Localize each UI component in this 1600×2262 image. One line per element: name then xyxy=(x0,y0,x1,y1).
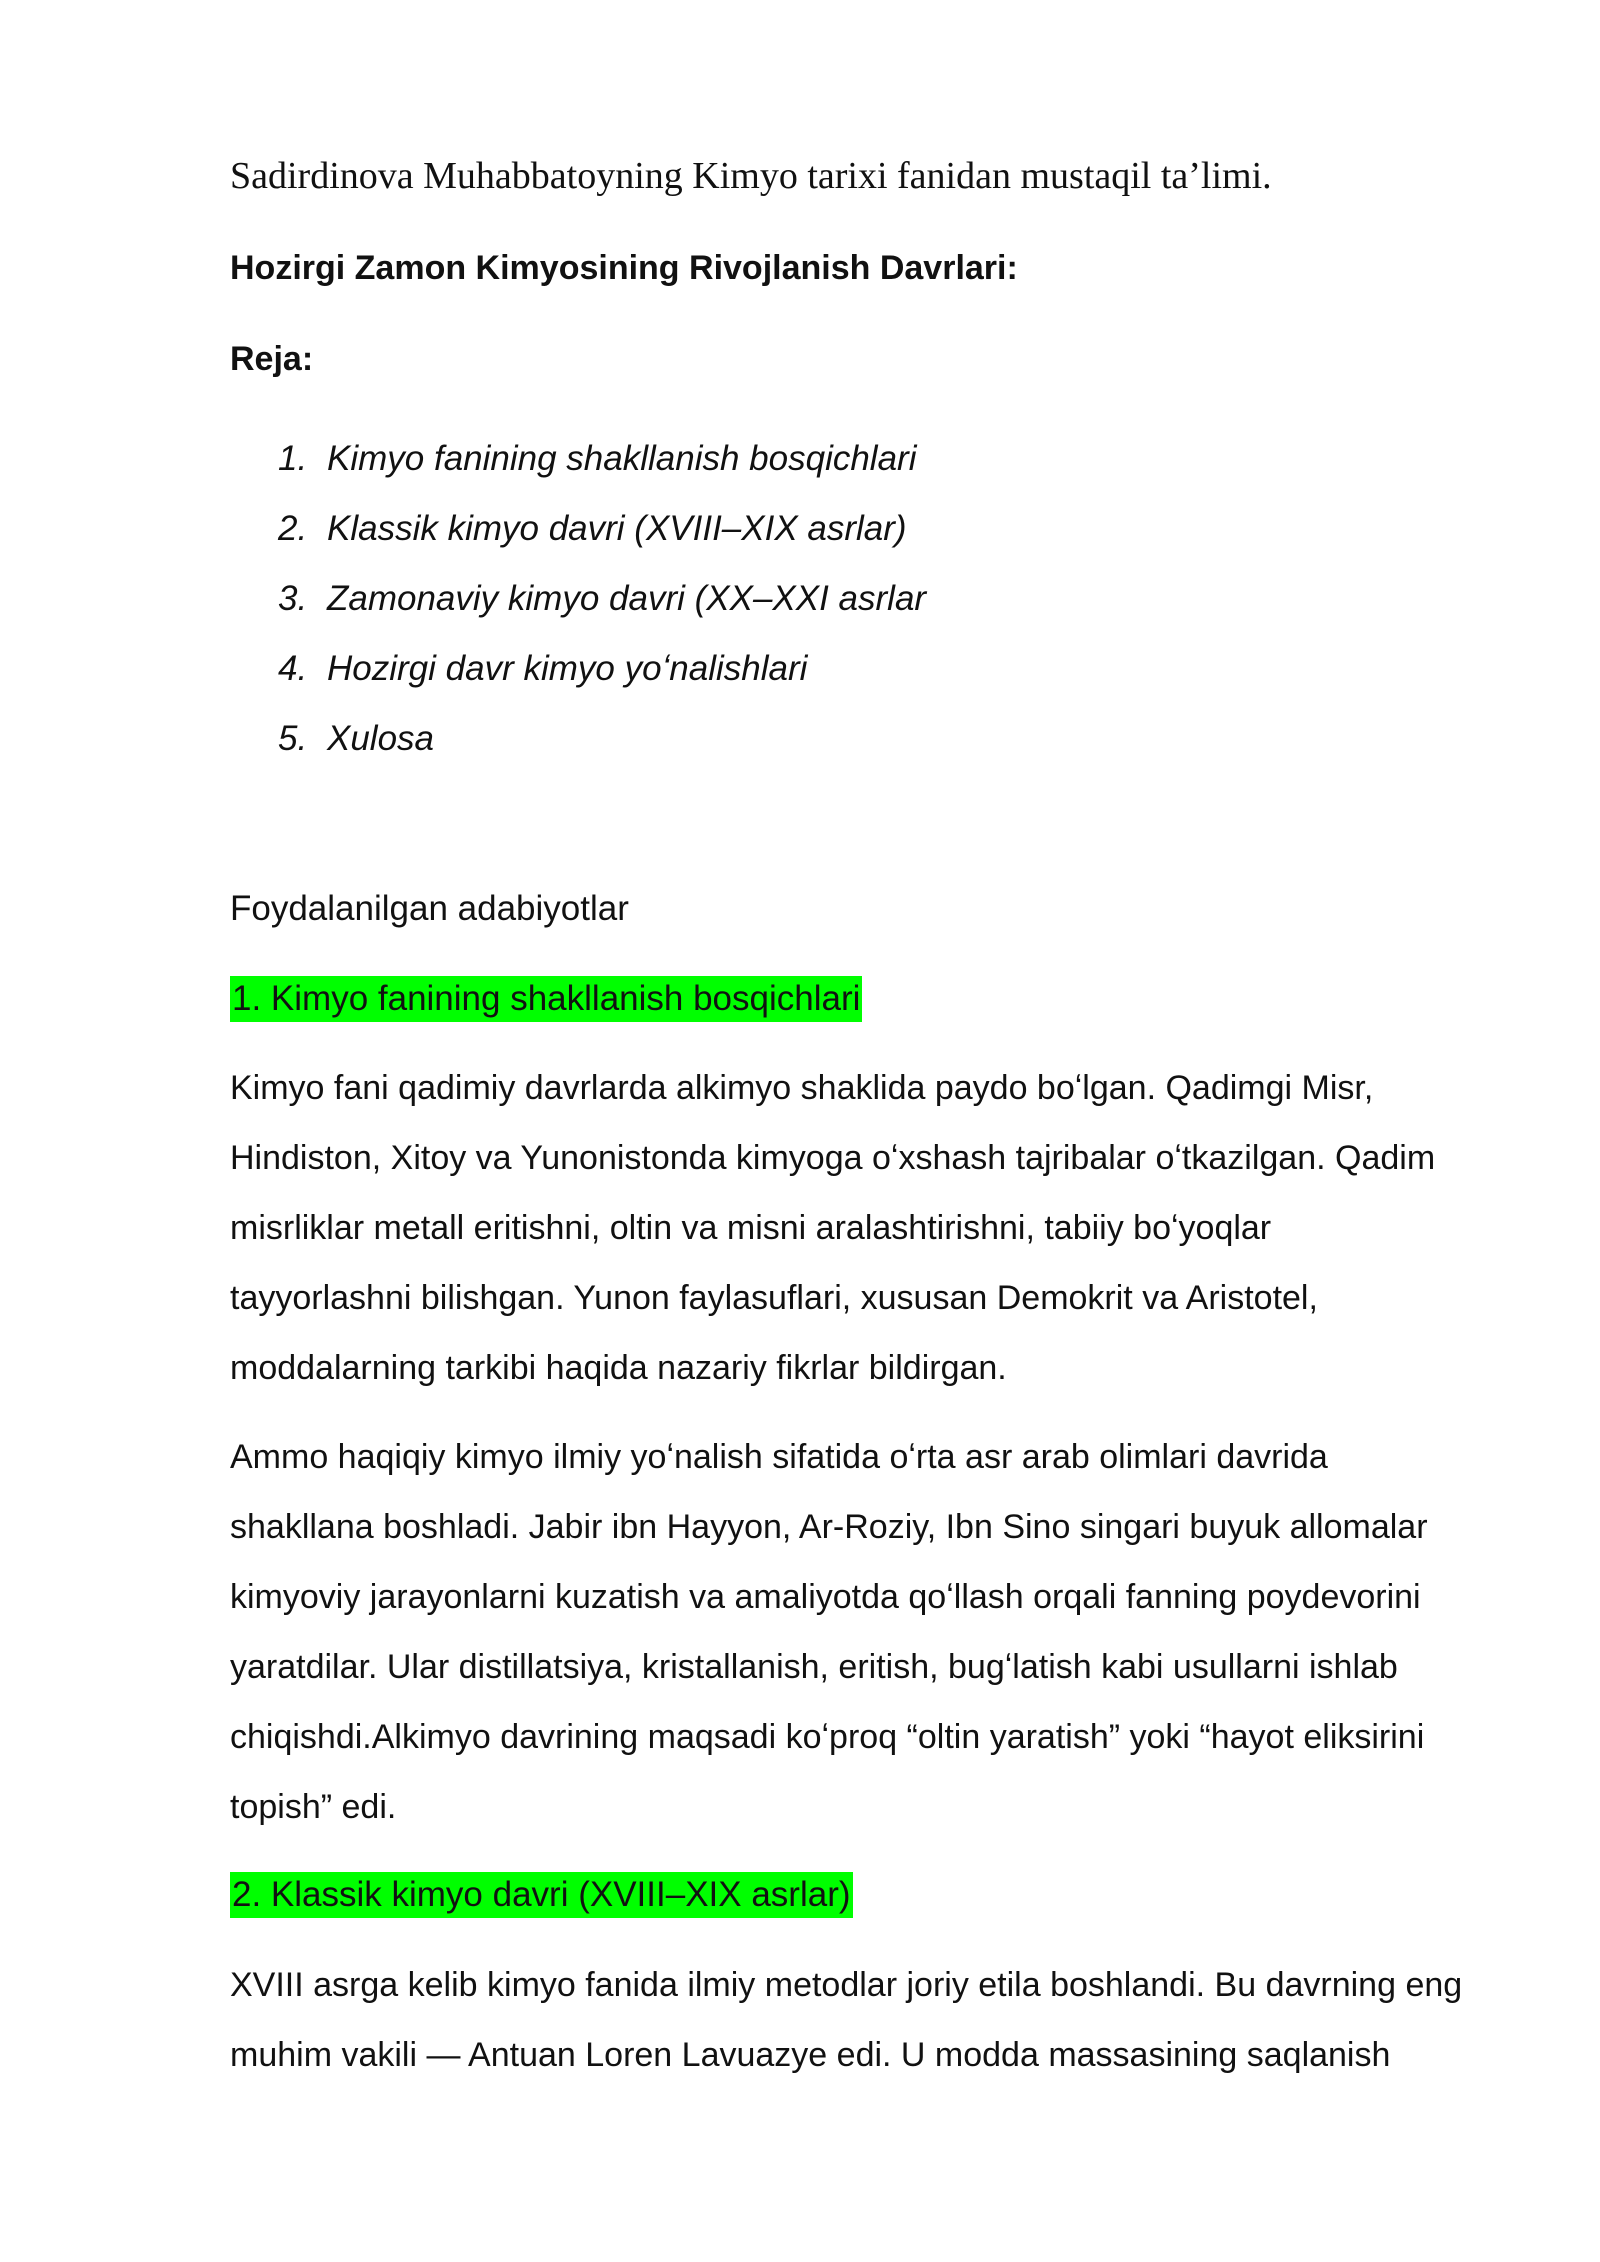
paragraph xyxy=(230,1950,1520,2090)
paragraph-line: misrliklar metall eritishni, oltin va misni aralashtirishni, tabiiy boʻyoqlar xyxy=(230,1209,1272,1247)
plan-item-text: Xulosa xyxy=(327,719,435,758)
plan-label: Reja: xyxy=(230,340,314,378)
paragraph-line: kimyoviy jarayonlarni kuzatish va amaliyotda qoʻllash orqali fanning poydevorini xyxy=(230,1578,1421,1616)
plan-item-text: Klassik kimyo davri (XVIII–XIX asrlar) xyxy=(327,509,907,548)
plan-item-text: Kimyo fanining shakllanish bosqichlari xyxy=(327,439,917,478)
paragraph-line: Ammo haqiqiy kimyo ilmiy yoʻnalish sifatida oʻrta asr arab olimlari davrida xyxy=(230,1438,1328,1476)
plan-list xyxy=(230,424,926,774)
paragraph-line: Kimyo fani qadimiy davrlarda alkimyo shaklida paydo boʻlgan. Qadimgi Misr, xyxy=(230,1069,1374,1107)
plan-item xyxy=(230,704,926,774)
section-heading: 1. Kimyo fanining shakllanish bosqichlari xyxy=(230,976,862,1022)
plan-item-text: Hozirgi davr kimyo yoʻnalishlari xyxy=(327,649,808,688)
plan-item-number: 5. xyxy=(278,719,308,758)
plan-item-number: 4. xyxy=(278,649,308,688)
plan-item-number: 3. xyxy=(278,579,308,618)
plan-item xyxy=(230,564,926,634)
paragraph-line: Hindiston, Xitoy va Yunonistonda kimyoga oʻxshash tajribalar oʻtkazilgan. Qadim xyxy=(230,1139,1436,1177)
plan-item-number: 1. xyxy=(278,439,308,478)
plan-item-number: 2. xyxy=(278,509,308,548)
paragraph-line: yaratdilar. Ular distillatsiya, kristallanish, eritish, bugʻlatish kabi usullarni ishlab xyxy=(230,1648,1398,1686)
paragraph-line: moddalarning tarkibi haqida nazariy fikrlar bildirgan. xyxy=(230,1349,1007,1387)
paragraph xyxy=(230,1053,1520,1403)
paragraph-line: muhim vakili — Antuan Loren Lavuazye edi. U modda massasining saqlanish xyxy=(230,2036,1391,2074)
document-title: Hozirgi Zamon Kimyosining Rivojlanish Davrlari: xyxy=(230,249,1018,287)
paragraph-line: shakllana boshladi. Jabir ibn Hayyon, Ar-Roziy, Ibn Sino singari buyuk allomalar xyxy=(230,1508,1428,1546)
plan-item xyxy=(230,494,926,564)
section-heading: 2. Klassik kimyo davri (XVIII–XIX asrlar) xyxy=(230,1872,853,1918)
intro-line: Sadirdinova Muhabbatoyning Kimyo tarixi fanidan mustaqil ta’limi. xyxy=(230,155,1272,197)
references-label: Foydalanilgan adabiyotlar xyxy=(230,889,629,928)
plan-item-text: Zamonaviy kimyo davri (XX–XXI asrlar xyxy=(327,579,927,618)
plan-item xyxy=(230,634,926,704)
paragraph-line: chiqishdi.Alkimyo davrining maqsadi koʻproq “oltin yaratish” yoki “hayot eliksirini xyxy=(230,1718,1425,1756)
paragraph xyxy=(230,1422,1520,1842)
paragraph-line: tayyorlashni bilishgan. Yunon faylasuflari, xususan Demokrit va Aristotel, xyxy=(230,1279,1318,1317)
plan-item xyxy=(230,424,926,494)
paragraph-line: topish” edi. xyxy=(230,1788,397,1826)
paragraph-line: XVIII asrga kelib kimyo fanida ilmiy metodlar joriy etila boshlandi. Bu davrning eng xyxy=(230,1966,1463,2004)
